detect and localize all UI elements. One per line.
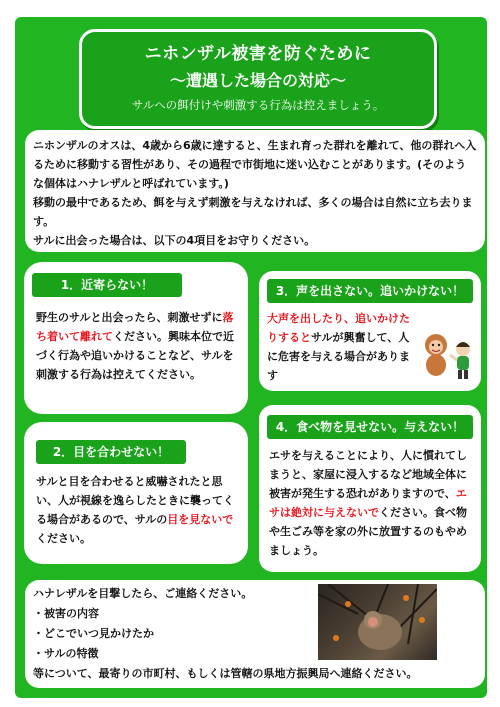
rule-2-text-highlight: 目を見ないで: [167, 513, 234, 526]
rule-2-heading: 2．目を合わせない！: [36, 440, 186, 464]
rule-4-text: [269, 446, 475, 560]
rule-1-text-highlight: 落ち着いて離れて: [36, 311, 234, 343]
rule-2-text: [36, 472, 242, 548]
rule-4-text-post: ください。食べ物や生ごみ等を家の外に放置するのもやめましょう。: [269, 506, 467, 557]
rule-3-text: [267, 309, 417, 385]
rule-1-text-post: ください。興味本位で近づく行為や追いかけることなど、サルを刺激する行為は控えてください。: [36, 330, 234, 381]
intro-paragraph-2: 移動の最中であるため、餌を与えず刺激を与えなければ、多くの場合は自然に立ち去ります。: [33, 196, 473, 228]
page-subtitle: ～遭遇した場合の対応～: [169, 71, 346, 90]
title-note: サルへの餌付けや刺激する行為は控えましょう。: [131, 98, 385, 112]
contact-list-item: ・どこでいつ見かけたか: [33, 627, 154, 640]
intro-card: [25, 130, 485, 252]
rule-3-heading: 3．声を出さない。追いかけない！: [267, 279, 473, 303]
contact-list-item: ・被害の内容: [33, 607, 99, 620]
rule-2-text-pre: サルと目を合わせると威嚇されたと思い、人が視線を逸らしたときに襲ってくる場合があるので、サルの: [36, 475, 234, 526]
rule-card-3: [259, 271, 481, 391]
rule-4-text-pre: エサを与えることにより、人に慣れてしまうと、家屋に浸入するなど地域全体に被害が発生する恐れがありますので、: [269, 449, 467, 500]
monkey-and-person-illustration: [419, 329, 477, 381]
intro-paragraph-3: サルに出会った場合は、以下の4項目をお守りください。: [33, 234, 316, 247]
rule-1-heading: 1．近寄らない！: [32, 273, 182, 297]
rule-3-text-highlight: 大声を出したり、追いかけたりすると: [267, 312, 410, 344]
rule-1-text-pre: 野生のサルと出会ったら、刺激せずに: [36, 311, 223, 324]
intro-paragraph-1: ニホンザルのオスは、4歳から6歳に達すると、生まれ育った群れを離れて、他の群れへ入るために移動する習性があり、その過程で市街地に迷い込むことがあります。(そのような個体はハナレザルと呼ばれています。): [33, 139, 477, 190]
title-banner: [79, 29, 437, 129]
rule-4-text-highlight: エサは絶対に与えないで: [269, 487, 467, 519]
rule-4-heading: 4．食べ物を見せない。与えない！: [267, 415, 473, 439]
rule-2-text-post: ください。: [36, 532, 91, 545]
page-title: ニホンザル被害を防ぐために: [144, 44, 372, 64]
contact-lead: ハナレザルを目撃したら、ご連絡ください。: [33, 587, 253, 600]
rule-card-1: [24, 262, 248, 414]
rule-1-text: [36, 308, 242, 384]
contact-list-item: ・サルの特徴: [33, 647, 99, 660]
rule-card-4: [259, 405, 481, 572]
rule-3-text-post: サルが興奮して、人に危害を与える場合があります: [267, 331, 410, 382]
rule-card-2: [24, 422, 248, 564]
monkey-photo: [318, 584, 437, 660]
contact-closing: 等について、最寄りの市町村、もしくは管轄の県地方振興局へ連絡ください。: [33, 667, 418, 680]
